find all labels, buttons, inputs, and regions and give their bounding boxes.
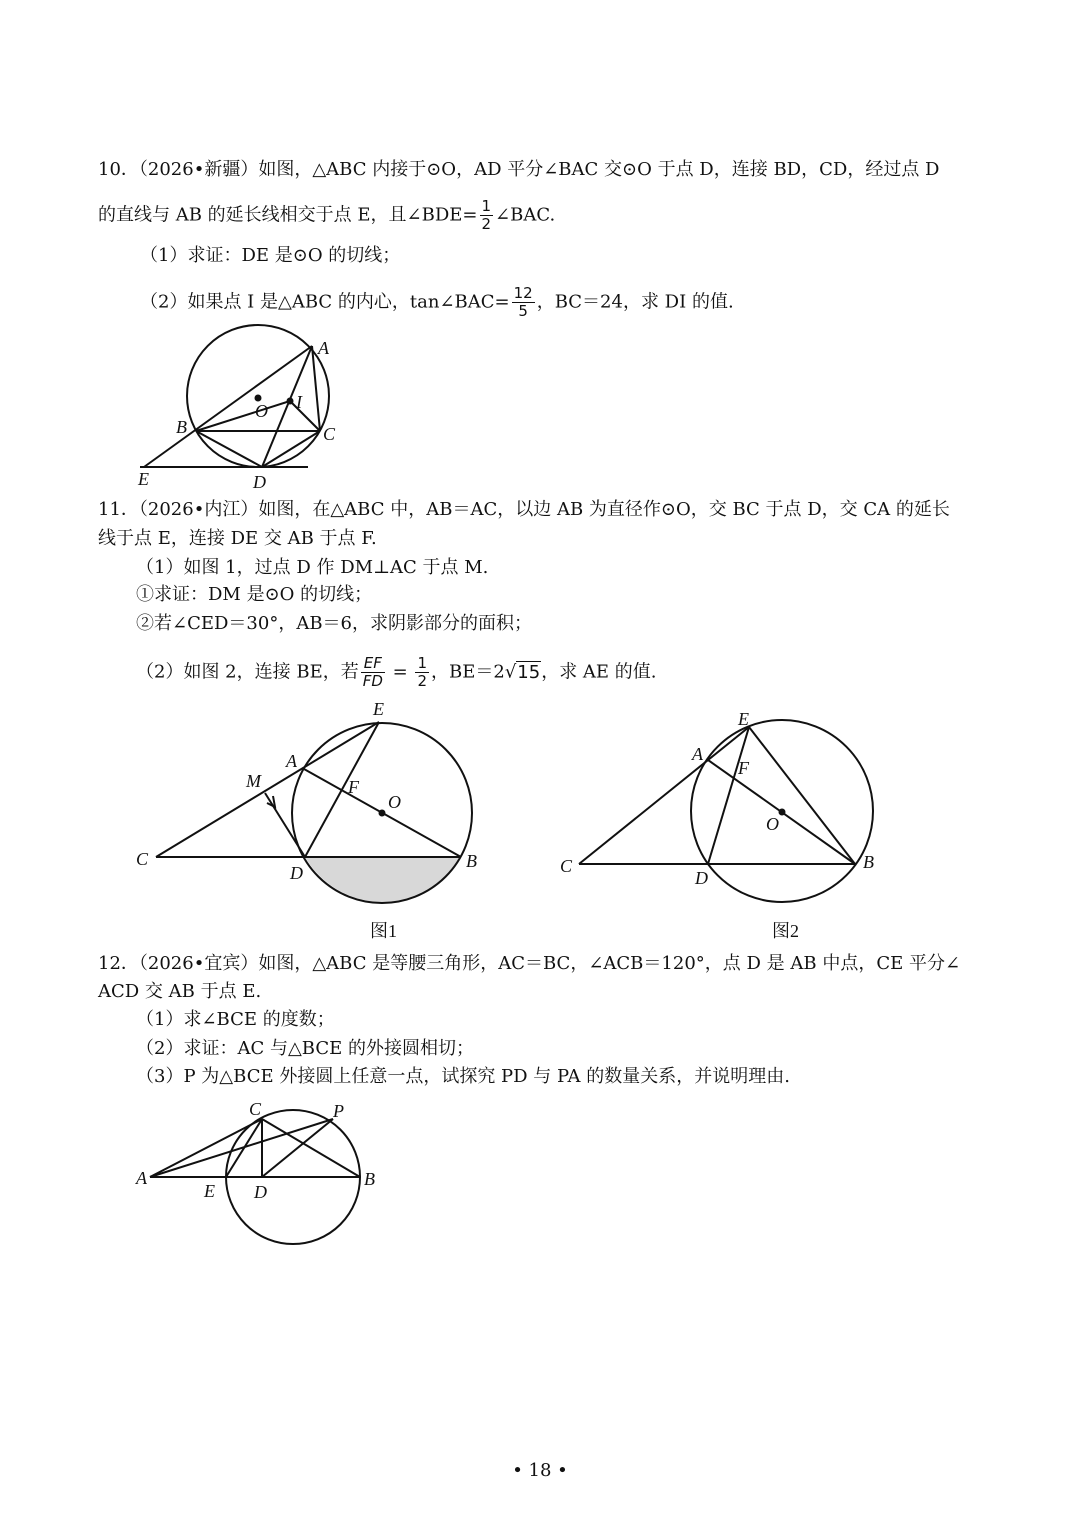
q12-line1: 12．（2026•宜宾）如图，△ABC 是等腰三角形，AC＝BC，∠ACB＝120°，点 D 是 AB 中点，CE 平分∠ [98,953,961,974]
q11-fig1-label-B: B [466,851,477,871]
q12-label-D: D [254,1182,267,1202]
q11-fig1-caption: 图1 [370,921,397,941]
q11-fig1-label-E: E [373,699,384,719]
q11-fig2-label-F: F [738,758,749,778]
q10-part2-frac-num: 12 [513,284,533,302]
q11-frac1-num: EF [361,655,385,673]
q12-label-E: E [204,1181,215,1201]
q10-part2-pre: （2）如果点 I 是△ABC 的内心，tan∠BAC= [140,291,510,313]
q10-line2-post: ∠BAC. [495,204,556,226]
q11-frac-half [415,655,429,690]
q10-figure [130,330,336,495]
q11-part2 [136,655,1026,690]
q12-label-P: P [333,1101,344,1121]
q11-fig2-label-A: A [692,744,703,764]
q10-label-A: A [318,338,329,358]
q10-line1: 10．（2026•新疆）如图，△ABC 内接于⊙O，AD 平分∠BAC 交⊙O 于点 D，连接 BD，CD，经过点 D [98,159,940,180]
q11-part2-post: ，求 AE 的值. [541,661,657,683]
q11-frac2-num: 1 [417,654,427,672]
q10-frac-num: 1 [481,197,492,215]
q11-frac-ef-fd [361,655,385,690]
q11-part2-pre: （2）如图 2，连接 BE，若 [136,661,359,683]
q12-label-B: B [364,1169,375,1189]
q11-part2-mid: ，BE＝2 [430,661,505,683]
q11-fig2-label-B: B [863,852,874,872]
q11-fig2-label-O: O [766,814,779,834]
q11-line1: 11．（2026•内江）如图，在△ABC 中，AB＝AC，以边 AB 为直径作⊙O，交 BC 于点 D，交 CA 的延长 [98,499,950,520]
q10-part2 [140,285,1030,320]
q11-figure2 [555,710,895,905]
q12-figure [130,1095,390,1250]
q11-fig1-label-D: D [290,863,303,883]
q11-line2: 线于点 E，连接 DE 交 AB 于点 F. [98,528,377,549]
q11-fig1-label-A: A [286,751,297,771]
q11-fig1-label-F: F [348,777,359,797]
q11-fig2-label-C: C [560,856,573,876]
q12-line2: ACD 交 AB 于点 E. [98,981,262,1002]
q11-sub2: ②若∠CED＝30°，AB＝6，求阴影部分的面积； [136,613,533,634]
q11-fig2-label-D: D [695,868,708,888]
q10-label-I: I [296,392,302,412]
q10-label-O: O [255,401,268,421]
q10-part2-post: ，BC＝24，求 DI 的值. [536,291,734,313]
q11-sub1: ①求证：DM 是⊙O 的切线； [136,584,373,605]
q11-fig1-label-O: O [388,792,401,812]
q10-line2-pre: 的直线与 AB 的延长线相交于点 E，且∠BDE= [98,204,478,226]
q10-line2 [98,198,988,233]
q11-figure1 [130,695,490,910]
q10-label-B: B [176,417,187,437]
q10-label-E: E [138,469,149,489]
q10-fraction [480,198,494,233]
q11-frac2-den: 2 [417,672,427,690]
q11-fig2-label-E: E [738,709,749,729]
q11-fig1-label-M: M [246,771,261,791]
q11-fig2-caption: 图2 [772,921,799,941]
q10-label-D: D [253,472,266,492]
q10-part2-fraction [512,285,535,320]
q11-sqrt-radicand: 15 [517,661,541,683]
q11-fig1-label-C: C [136,849,149,869]
q12-label-A: A [136,1168,147,1188]
q11-part1: （1）如图 1，过点 D 作 DM⊥AC 于点 M. [136,557,489,578]
q10-label-C: C [323,424,336,444]
q11-part2-eq: = [386,661,414,683]
q11-frac1-den: FD [362,672,383,690]
q12-part3: （3）P 为△BCE 外接圆上任意一点，试探究 PD 与 PA 的数量关系，并说明理由. [136,1066,790,1087]
q12-part2: （2）求证：AC 与△BCE 的外接圆相切； [136,1038,474,1059]
page-number: • 18 • [512,1460,568,1481]
q10-part2-frac-den: 5 [518,302,528,320]
q10-frac-den: 2 [481,215,492,233]
q12-part1: （1）求∠BCE 的度数； [136,1009,335,1030]
q11-sqrt: √15 [504,661,541,683]
q10-part1: （1）求证：DE 是⊙O 的切线； [140,245,401,266]
q12-label-C: C [249,1099,262,1119]
